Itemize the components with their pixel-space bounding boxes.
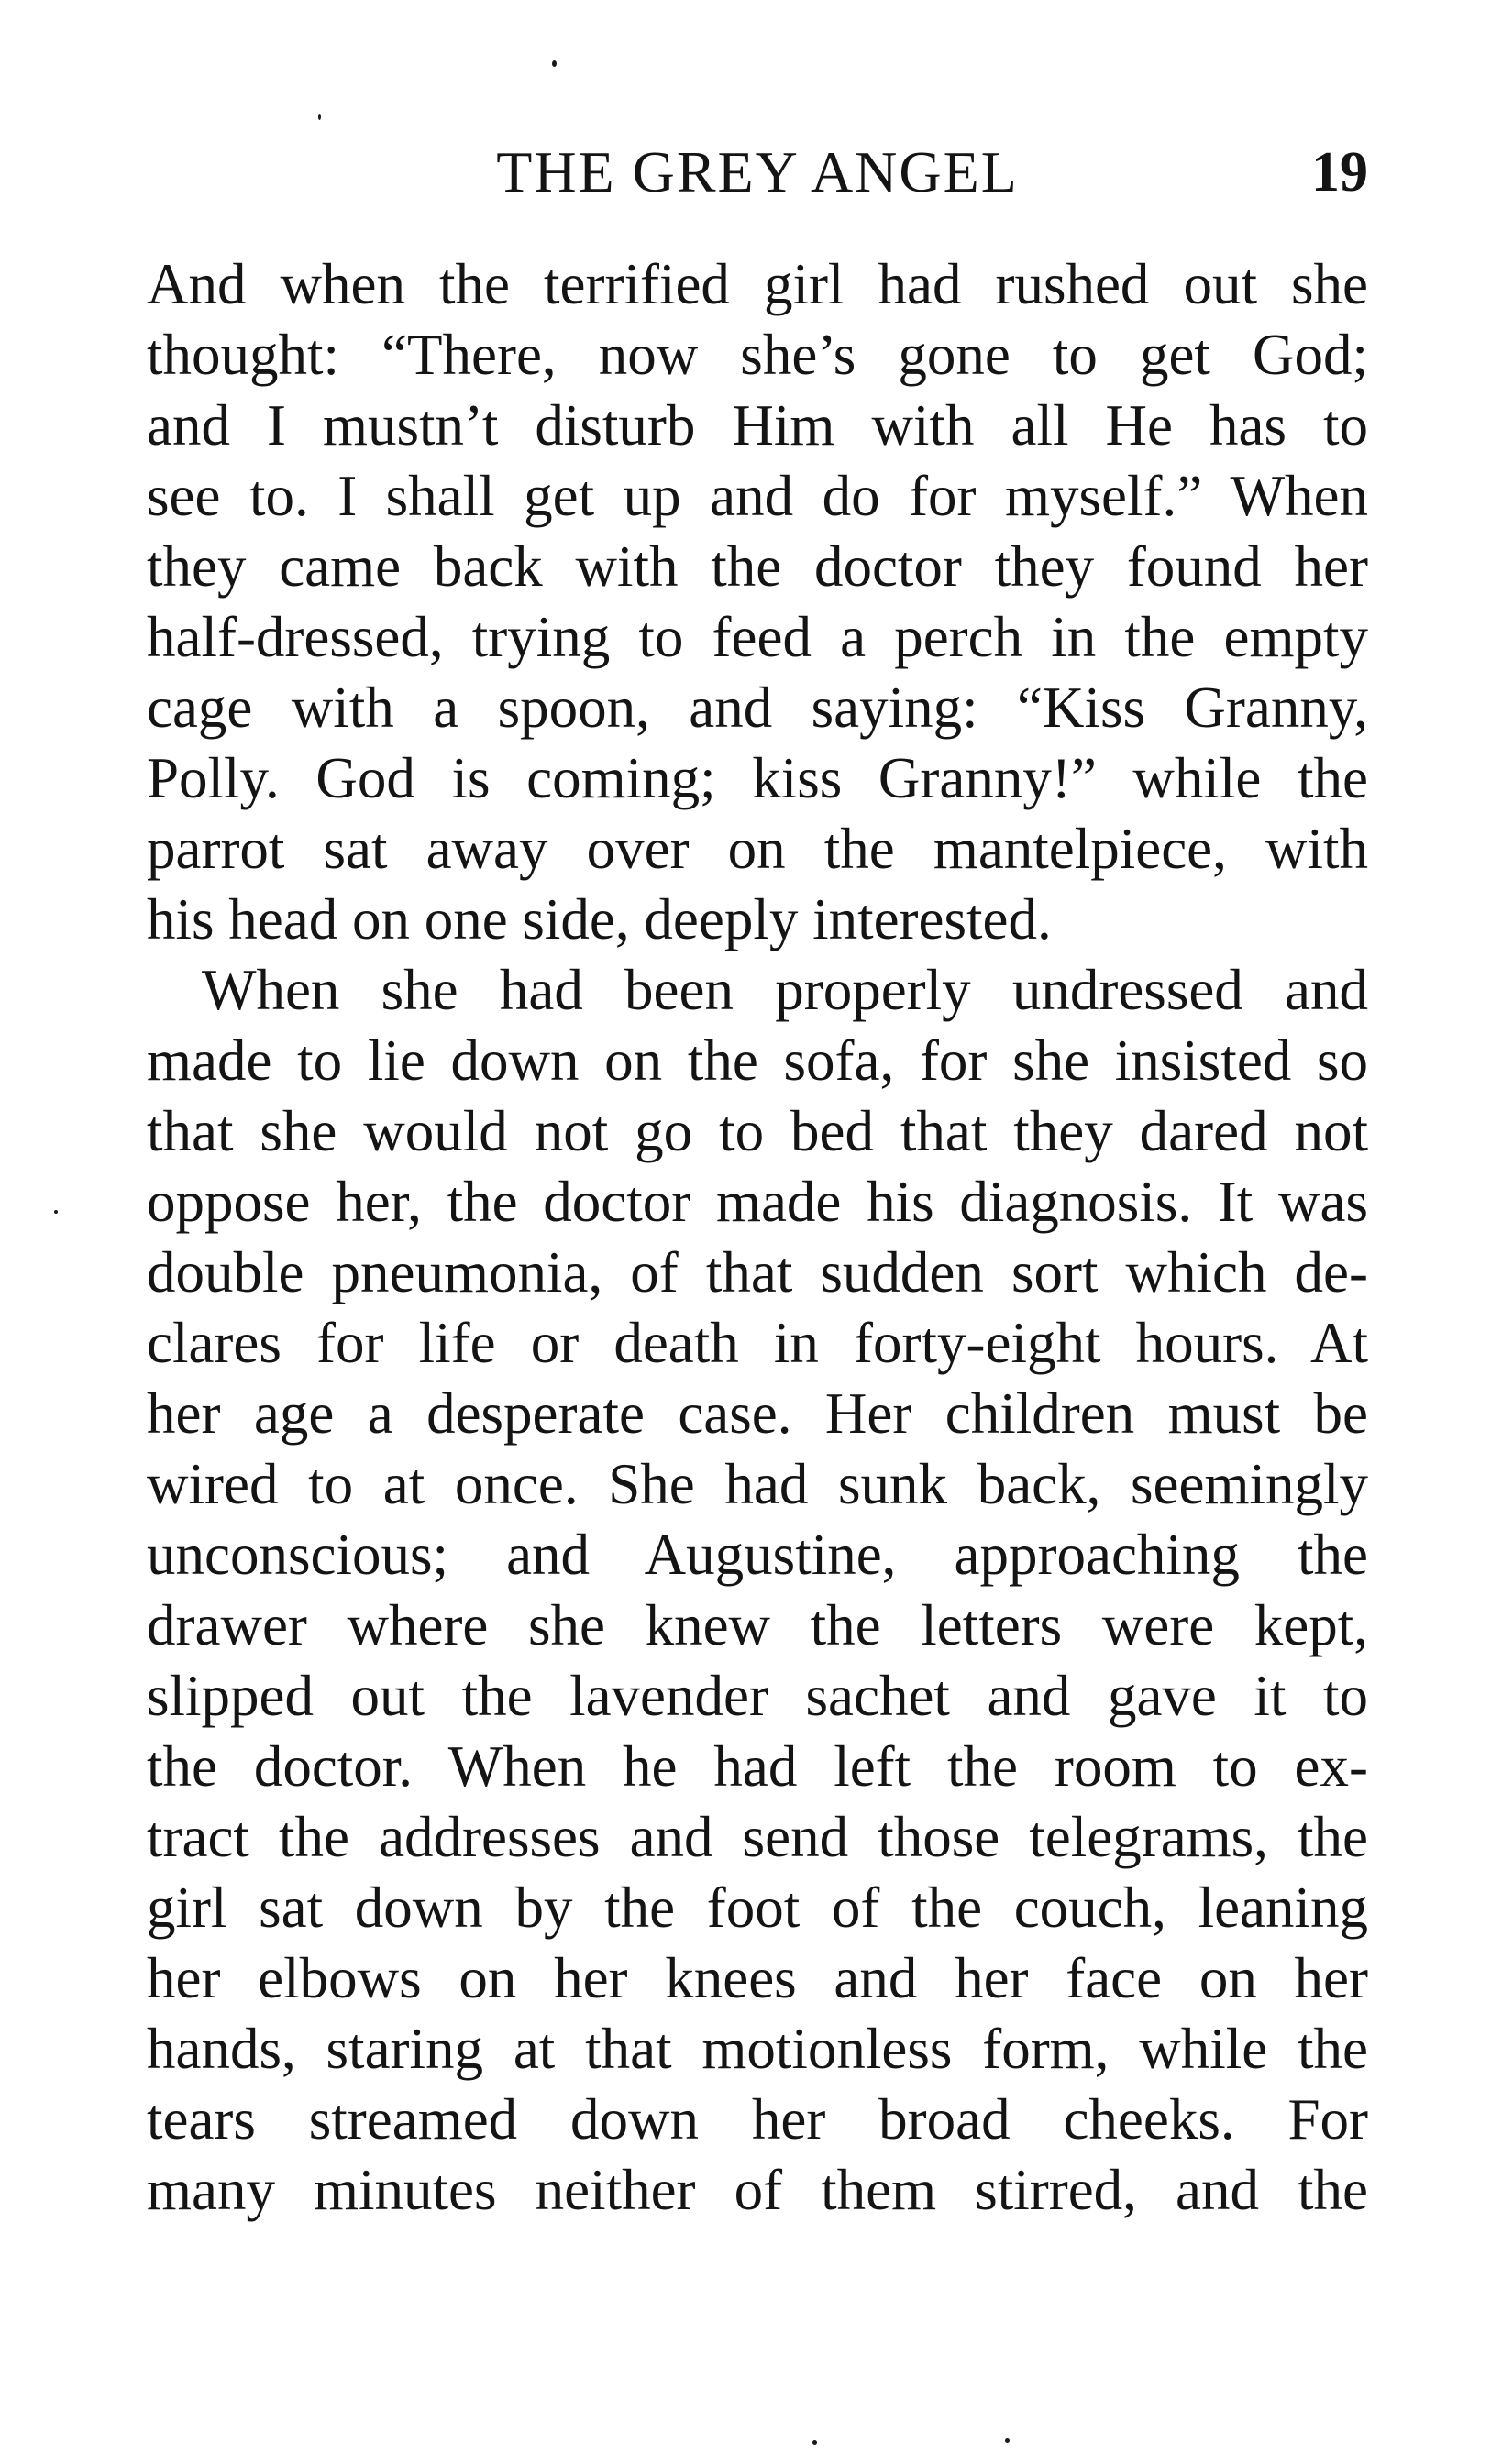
text-line: girl sat down by the foot of the couch, leaning — [147, 1876, 1368, 1940]
text-line: When she had been properly undressed and — [202, 958, 1368, 1022]
text-line: her elbows on her knees and her face on her — [147, 1946, 1368, 2010]
text-line: her age a desperate case. Her children must be — [147, 1381, 1368, 1446]
text-line: parrot sat away over on the mantelpiece, with — [147, 817, 1368, 881]
scan-speck — [318, 114, 321, 120]
scan-speck — [1005, 2438, 1010, 2443]
text-line: cage with a spoon, and saying: “Kiss Granny, — [147, 676, 1368, 740]
running-title: THE GREY ANGEL — [496, 139, 1019, 204]
page-number: 19 — [1311, 141, 1368, 204]
text-line: Polly. God is coming; kiss Granny!” while the — [147, 746, 1368, 810]
text-line: hands, staring at that motionless form, while the — [147, 2017, 1368, 2081]
scan-speck — [54, 1210, 58, 1214]
text-line: tract the addresses and send those telegrams, the — [147, 1805, 1368, 1869]
page-header — [147, 136, 1368, 209]
text-line: half-dressed, trying to feed a perch in the empty — [147, 605, 1368, 669]
scan-speck — [552, 60, 557, 67]
text-line: oppose her, the doctor made his diagnosis. It was — [147, 1170, 1368, 1234]
text-line: unconscious; and Augustine, approaching the — [147, 1523, 1368, 1587]
text-line: they came back with the doctor they found her — [147, 534, 1368, 599]
text-line: tears streamed down her broad cheeks. For — [147, 2087, 1368, 2151]
text-line: the doctor. When he had left the room to ex- — [147, 1734, 1368, 1798]
text-line: drawer where she knew the letters were kept, — [147, 1593, 1368, 1657]
text-line: double pneumonia, of that sudden sort which de- — [147, 1240, 1368, 1304]
text-line: that she would not go to bed that they dared not — [147, 1099, 1368, 1163]
text-line: made to lie down on the sofa, for she insisted so — [147, 1028, 1368, 1093]
text-line: many minutes neither of them stirred, and the — [147, 2158, 1368, 2222]
text-line: his head on one side, deeply interested. — [147, 887, 1052, 952]
text-line: clares for life or death in forty-eight hours. At — [147, 1311, 1368, 1375]
text-line: see to. I shall get up and do for myself.” When — [147, 464, 1368, 528]
scan-speck — [812, 2440, 817, 2445]
text-line: slipped out the lavender sachet and gave it to — [147, 1664, 1368, 1728]
text-line: And when the terrified girl had rushed out she — [147, 252, 1368, 316]
text-line: thought: “There, now she’s gone to get God; — [147, 323, 1368, 387]
text-line: and I mustn’t disturb Him with all He has to — [147, 393, 1368, 457]
text-line: wired to at once. She had sunk back, seemingly — [147, 1452, 1368, 1516]
body-text — [147, 249, 1368, 2226]
